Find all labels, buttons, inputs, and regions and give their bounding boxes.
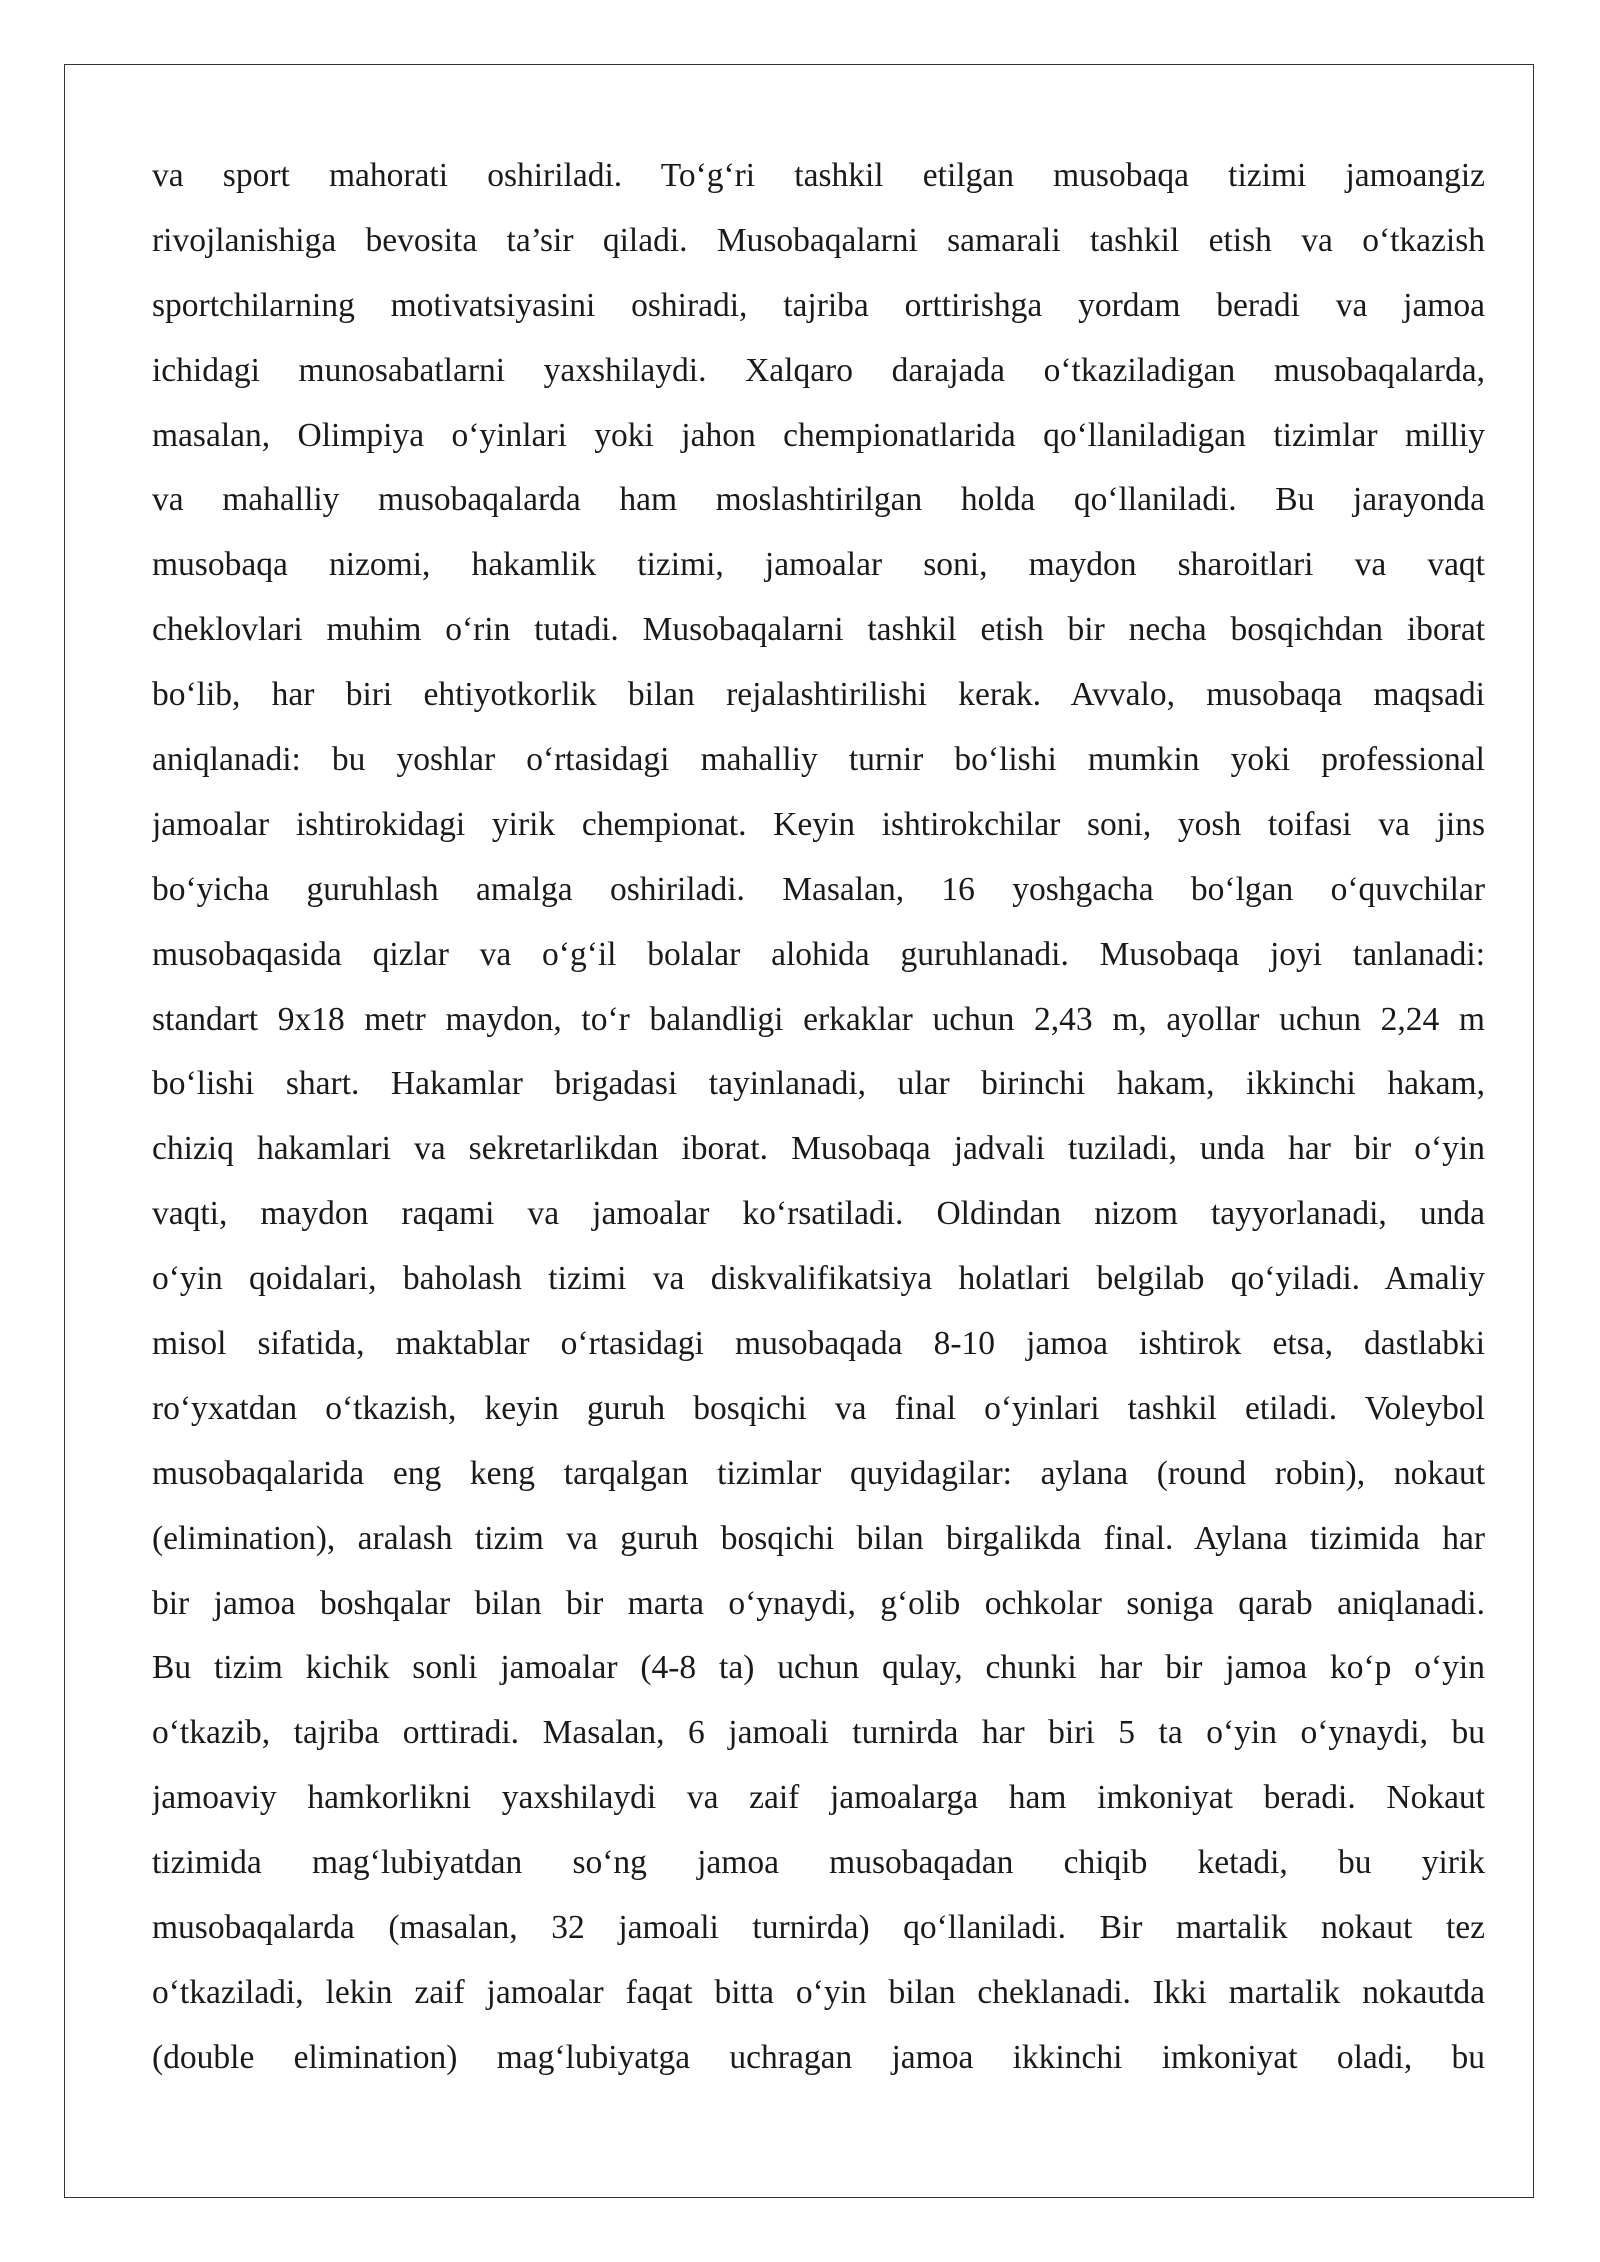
text-line: ro‘yxatdan o‘tkazish, keyin guruh bosqichi va final o‘yinlari tashkil etiladi. Voleybol (152, 1389, 1485, 1427)
text-line: musobaqasida qizlar va o‘g‘il bolalar alohida guruhlanadi. Musobaqa joyi tanlanadi: (152, 935, 1485, 973)
text-line: chiziq hakamlari va sekretarlikdan iborat. Musobaqa jadvali tuziladi, unda har bir o‘yin (152, 1130, 1485, 1168)
text-line: va mahalliy musobaqalarda ham moslashtirilgan holda qo‘llaniladi. Bu jarayonda (152, 481, 1485, 519)
text-line: cheklovlari muhim o‘rin tutadi. Musobaqalarni tashkil etish bir necha bosqichdan iborat (152, 611, 1485, 649)
text-line: standart 9x18 metr maydon, to‘r balandligi erkaklar uchun 2,43 m, ayollar uchun 2,24 m (152, 1000, 1485, 1038)
text-line: sportchilarning motivatsiyasini oshiradi, tajriba orttirishga yordam beradi va jamoa (152, 286, 1485, 324)
text-line: o‘tkazib, tajriba orttiradi. Masalan, 6 jamoali turnirda har biri 5 ta o‘yin o‘ynaydi, bu (152, 1714, 1485, 1752)
text-line: masalan, Olimpiya o‘yinlari yoki jahon chempionatlarida qo‘llaniladigan tizimlar milliy (152, 416, 1485, 454)
text-line: rivojlanishiga bevosita ta’sir qiladi. Musobaqalarni samarali tashkil etish va o‘tkazish (152, 221, 1485, 259)
text-line: bir jamoa boshqalar bilan bir marta o‘ynaydi, g‘olib ochkolar soniga qarab aniqlanadi. (152, 1584, 1485, 1622)
text-line: (elimination), aralash tizim va guruh bosqichi bilan birgalikda final. Aylana tizimida har (152, 1519, 1485, 1557)
text-line: musobaqalarda (masalan, 32 jamoali turnirda) qo‘llaniladi. Bir martalik nokaut tez (152, 1909, 1485, 1947)
text-line: bo‘lishi shart. Hakamlar brigadasi tayinlanadi, ular birinchi hakam, ikkinchi hakam, (152, 1065, 1485, 1103)
text-line: bo‘yicha guruhlash amalga oshiriladi. Masalan, 16 yoshgacha bo‘lgan o‘quvchilar (152, 870, 1485, 908)
text-line: o‘yin qoidalari, baholash tizimi va diskvalifikatsiya holatlari belgilab qo‘yiladi. Amaliy (152, 1260, 1485, 1298)
text-line: (double elimination) mag‘lubiyatga uchragan jamoa ikkinchi imkoniyat oladi, bu (152, 2038, 1485, 2076)
text-line: Bu tizim kichik sonli jamoalar (4-8 ta) uchun qulay, chunki har bir jamoa ko‘p o‘yin (152, 1649, 1485, 1687)
text-line: aniqlanadi: bu yoshlar o‘rtasidagi mahalliy turnir bo‘lishi mumkin yoki professional (152, 741, 1485, 779)
text-line: o‘tkaziladi, lekin zaif jamoalar faqat bitta o‘yin bilan cheklanadi. Ikki martalik nokautda (152, 1973, 1485, 2011)
text-line: vaqti, maydon raqami va jamoalar ko‘rsatiladi. Oldindan nizom tayyorlanadi, unda (152, 1195, 1485, 1233)
text-line: tizimida mag‘lubiyatdan so‘ng jamoa musobaqadan chiqib ketadi, bu yirik (152, 1844, 1485, 1882)
text-line: misol sifatida, maktablar o‘rtasidagi musobaqada 8-10 jamoa ishtirok etsa, dastlabki (152, 1325, 1485, 1363)
text-line: musobaqa nizomi, hakamlik tizimi, jamoalar soni, maydon sharoitlari va vaqt (152, 546, 1485, 584)
text-line: jamoaviy hamkorlikni yaxshilaydi va zaif jamoalarga ham imkoniyat beradi. Nokaut (152, 1779, 1485, 1817)
text-line: musobaqalarida eng keng tarqalgan tizimlar quyidagilar: aylana (round robin), nokaut (152, 1454, 1485, 1492)
text-line: bo‘lib, har biri ehtiyotkorlik bilan rejalashtirilishi kerak. Avvalo, musobaqa maqsadi (152, 676, 1485, 714)
text-line: jamoalar ishtirokidagi yirik chempionat. Keyin ishtirokchilar soni, yosh toifasi va jins (152, 805, 1485, 843)
text-line: ichidagi munosabatlarni yaxshilaydi. Xalqaro darajada o‘tkaziladigan musobaqalarda, (152, 351, 1485, 389)
body-text (152, 144, 1485, 2091)
text-line: va sport mahorati oshiriladi. To‘g‘ri tashkil etilgan musobaqa tizimi jamoangiz (152, 157, 1485, 194)
